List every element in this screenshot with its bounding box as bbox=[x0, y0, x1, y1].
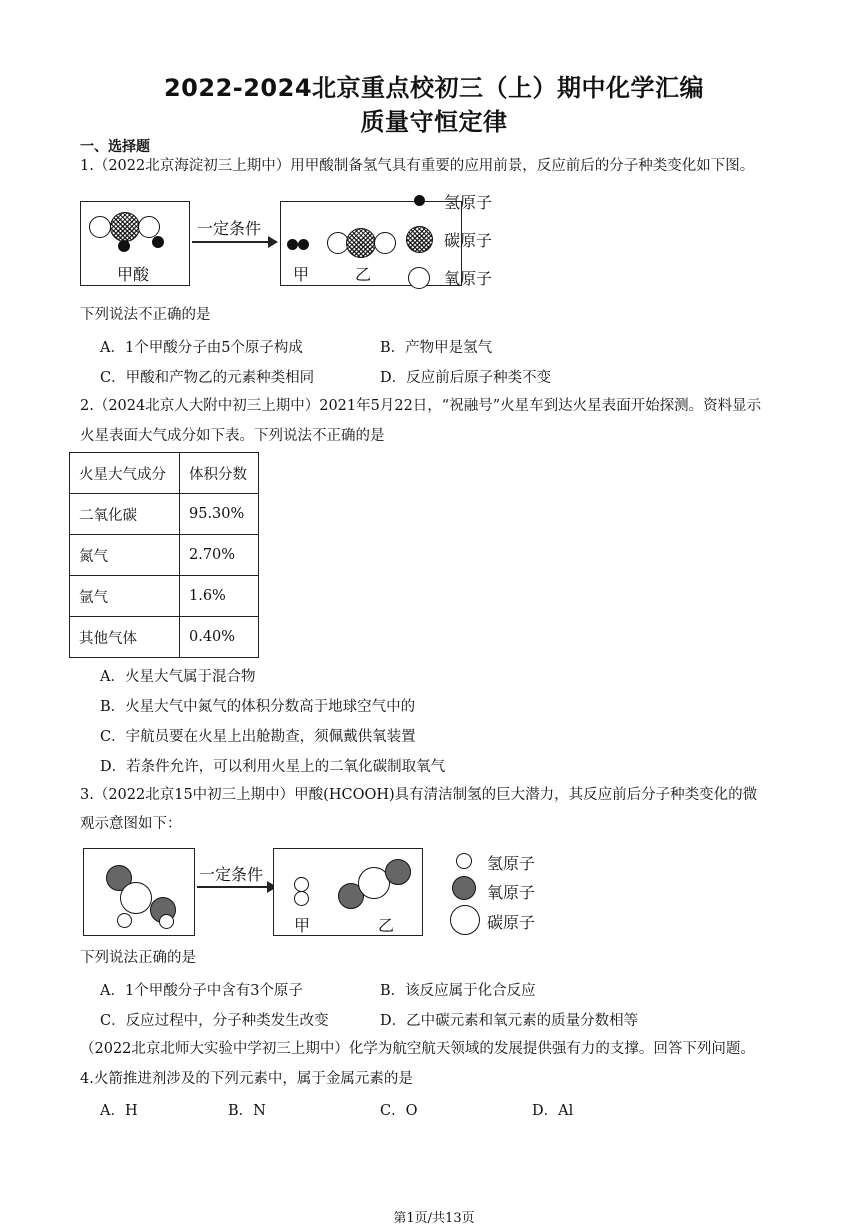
oxygen-atom bbox=[138, 216, 160, 238]
q3-prompt: 下列说法正确的是 bbox=[80, 950, 196, 966]
q2-stem-line2: 火星表面大气成分如下表。下列说法不正确的是 bbox=[80, 428, 385, 444]
q3-stem-line2: 观示意图如下： bbox=[80, 816, 182, 832]
q1-option-c: C．甲酸和产物乙的元素种类相同 bbox=[100, 370, 315, 386]
q4-option-c: C．O bbox=[380, 1103, 418, 1119]
q3-product-label-b: 乙 bbox=[378, 916, 395, 935]
carbon-atom bbox=[346, 228, 376, 258]
hydrogen-atom bbox=[117, 913, 132, 928]
q2-stem-line1: 2.（2024北京人大附中初三上期中）2021年5月22日，“祝融号”火星车到达火星表面开始探测。资料显示 bbox=[80, 398, 762, 414]
q1-diagram bbox=[80, 188, 520, 296]
q1-option-d: D．反应前后原子种类不变 bbox=[380, 370, 552, 386]
q1-product-label-a: 甲 bbox=[293, 265, 310, 284]
table-cell: 二氧化碳 bbox=[70, 494, 180, 535]
table-cell: 1.6% bbox=[180, 576, 259, 617]
q4-option-d: D．Al bbox=[532, 1103, 574, 1119]
q3-product-label-a: 甲 bbox=[294, 916, 311, 935]
table-cell: 氮气 bbox=[70, 535, 180, 576]
q1-legend-oxygen: 氧原子 bbox=[444, 269, 493, 288]
q3-legend-hydrogen: 氢原子 bbox=[487, 854, 536, 873]
arrow-icon bbox=[192, 241, 274, 243]
table-cell: 0.40% bbox=[180, 617, 259, 658]
carbon-atom bbox=[120, 882, 152, 914]
page-subtitle: 质量守恒定律 bbox=[360, 108, 508, 136]
table-cell: 氩气 bbox=[70, 576, 180, 617]
legend-hydrogen-icon bbox=[456, 853, 472, 869]
q3-reactant-box bbox=[83, 848, 195, 936]
table-row bbox=[70, 535, 259, 576]
q2-option-d: D．若条件允许，可以利用火星上的二氧化碳制取氧气 bbox=[100, 759, 446, 775]
section-heading: 一、选择题 bbox=[80, 139, 150, 155]
table-header-cell: 火星大气成分 bbox=[70, 453, 180, 494]
q4-option-a: A．H bbox=[100, 1103, 138, 1119]
q3-diagram bbox=[83, 846, 543, 938]
hydrogen-atom bbox=[298, 239, 309, 250]
hydrogen-atom bbox=[159, 914, 174, 929]
q2-option-c: C．宇航员要在火星上出舱勘查，须佩戴供氧装置 bbox=[100, 729, 416, 745]
q1-product-label-b: 乙 bbox=[355, 265, 372, 284]
table-cell: 95.30% bbox=[180, 494, 259, 535]
hydrogen-atom bbox=[152, 236, 164, 248]
table-header-row bbox=[70, 453, 259, 494]
arrowhead-icon bbox=[268, 236, 278, 248]
legend-hydrogen-icon bbox=[414, 195, 425, 206]
q2-option-b: B．火星大气中氮气的体积分数高于地球空气中的 bbox=[100, 699, 416, 715]
table-row bbox=[70, 576, 259, 617]
arrow-icon bbox=[197, 886, 271, 888]
q1-option-b: B．产物甲是氢气 bbox=[380, 340, 493, 356]
q1-legend-carbon: 碳原子 bbox=[444, 231, 493, 250]
q1-stem: 1.（2022北京海淀初三上期中）用甲酸制备氢气具有重要的应用前景，反应前后的分子种类变化如下图。 bbox=[80, 158, 755, 174]
hydrogen-atom bbox=[287, 239, 298, 250]
q3-product-box bbox=[273, 848, 423, 936]
oxygen-atom bbox=[385, 859, 411, 885]
q3-option-c: C．反应过程中，分子种类发生改变 bbox=[100, 1013, 329, 1029]
hydrogen-atom bbox=[294, 891, 309, 906]
legend-carbon-icon bbox=[450, 905, 480, 935]
q3-option-a: A．1个甲酸分子中含有3个原子 bbox=[100, 983, 303, 999]
table-cell: 2.70% bbox=[180, 535, 259, 576]
q1-arrow-label: 一定条件 bbox=[197, 219, 262, 238]
page-title: 2022-2024北京重点校初三（上）期中化学汇编 bbox=[163, 74, 705, 102]
q3-option-d: D．乙中碳元素和氧元素的质量分数相等 bbox=[380, 1013, 639, 1029]
q4-intro: （2022北京北师大实验中学初三上期中）化学为航空航天领域的发展提供强有力的支撑。回答下列问题。 bbox=[80, 1041, 755, 1057]
q1-reactant-label: 甲酸 bbox=[117, 265, 150, 284]
q3-legend-oxygen: 氧原子 bbox=[487, 883, 536, 902]
legend-oxygen-icon bbox=[408, 267, 430, 289]
legend-carbon-icon bbox=[406, 226, 433, 253]
q3-arrow-label: 一定条件 bbox=[199, 865, 264, 884]
mars-atmosphere-table bbox=[69, 452, 259, 658]
page-footer: 第1页/共13页 bbox=[393, 1211, 475, 1226]
oxygen-atom bbox=[89, 216, 111, 238]
q1-reactant-box bbox=[80, 201, 190, 286]
table-header-cell: 体积分数 bbox=[180, 453, 259, 494]
carbon-atom bbox=[110, 212, 140, 242]
q4-option-b: B．N bbox=[228, 1103, 266, 1119]
q4-stem: 4.火箭推进剂涉及的下列元素中，属于金属元素的是 bbox=[80, 1071, 413, 1087]
q1-product-box bbox=[280, 201, 462, 286]
q1-option-a: A．1个甲酸分子由5个原子构成 bbox=[100, 340, 303, 356]
q3-option-b: B．该反应属于化合反应 bbox=[380, 983, 536, 999]
legend-oxygen-icon bbox=[452, 876, 476, 900]
q3-legend-carbon: 碳原子 bbox=[487, 913, 536, 932]
q1-legend-hydrogen: 氢原子 bbox=[444, 193, 493, 212]
q3-stem-line1: 3.（2022北京15中初三上期中）甲酸(HCOOH)具有清洁制氢的巨大潜力，其反应前后分子种类变化的微 bbox=[80, 787, 758, 803]
table-cell: 其他气体 bbox=[70, 617, 180, 658]
hydrogen-atom bbox=[294, 877, 309, 892]
table-row bbox=[70, 494, 259, 535]
table-row bbox=[70, 617, 259, 658]
q1-prompt: 下列说法不正确的是 bbox=[80, 307, 211, 323]
q2-option-a: A．火星大气属于混合物 bbox=[100, 669, 256, 685]
oxygen-atom bbox=[374, 232, 396, 254]
hydrogen-atom bbox=[118, 240, 130, 252]
